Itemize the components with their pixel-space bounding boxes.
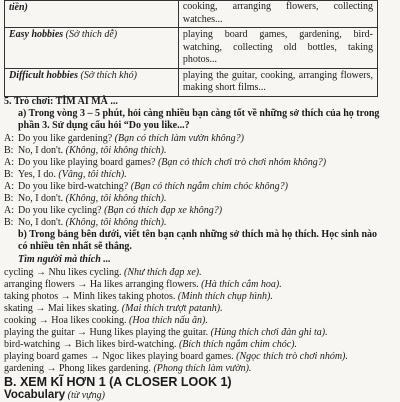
hobbies-table [4, 0, 378, 97]
list-item: cycling → Nhu likes cycling. (Như thích đạp xe). [4, 267, 202, 278]
table-cell-examples: cooking, arranging flowers, collecting watches... [178, 1, 377, 28]
list-item: playing the guitar → Hung likes playing the guitar. (Hùng thích chơi đàn ghi ta). [4, 327, 328, 338]
dialogue-line: A: Do you like gardening? (Bạn có thích làm vườn không?) [4, 133, 245, 144]
dialogue-line: A: Do you like cycling? (Bạn có thích đạp xe không?) [4, 205, 223, 216]
dialogue-line: B: No, I don't. (Không, tôi không thích). [4, 145, 167, 156]
list-item: skating → Mai likes skating. (Mai thích trượt patanh). [4, 303, 223, 314]
list-item: bird-watching → Bich likes bird-watching. (Bích thích ngắm chim chóc). [4, 339, 297, 350]
list-item: gardening → Phong likes gardening. (Phong thích làm vườn). [4, 363, 252, 374]
list-item: taking photos → Minh likes taking photos. (Minh thích chụp hình). [4, 291, 273, 302]
game-heading: 5. Trò chơi: TÌM AI MÀ ... [4, 96, 118, 107]
vocabulary-heading: Vocabulary (từ vựng) [4, 389, 105, 401]
table-cell-type: Easy hobbies (Sở thích dễ) [5, 28, 179, 69]
game-part-b: b) Trong bảng bên dưới, viết tên bạn cạnh những sở thích mà họ thích. Học sinh nào có nhiều tên nhất sẽ thắng. [18, 229, 377, 252]
dialogue-line: B: No, I don't. (Không, tôi không thích). [4, 217, 167, 228]
dialogue-line: A: Do you like bird-watching? (Bạn có thích ngắm chim chóc không?) [4, 181, 288, 192]
find-label: Tìm người mà thích ... [18, 254, 111, 265]
dialogue-line: B: No, I don't. (Không, tôi không thích). [4, 193, 167, 204]
dialogue-line: B: Yes, I do. (Vâng, tôi thích). [4, 169, 127, 180]
table-row [5, 28, 378, 69]
game-part-a: a) Trong vòng 3 – 5 phút, hỏi càng nhiều bạn càng tốt về những sở thích của họ trong phần 3. Sử dụng cấu hỏi “Do you like...? [18, 108, 380, 131]
table-cell-type: Difficult hobbies (Sở thích khó) [5, 68, 179, 96]
table-cell-examples: playing the guitar, cooking, arranging flowers, making short films... [178, 68, 377, 96]
table-row [5, 68, 378, 96]
table-row [5, 1, 378, 28]
table-cell-type: tiền) [5, 1, 179, 28]
list-item: playing board games → Ngoc likes playing board games. (Ngọc thích trò chơi nhóm). [4, 351, 348, 362]
list-item: cooking → Hoa likes cooking. (Hoa thích nấu ăn). [4, 315, 208, 326]
table-cell-examples: playing board games, gardening, bird-watching, collecting old bottles, taking photos... [178, 28, 377, 69]
dialogue-line: A: Do you like playing board games? (Bạn có thích chơi trò chơi nhóm không?) [4, 157, 327, 168]
list-item: arranging flowers → Ha likes arranging flowers. (Hà thích cắm hoa). [4, 279, 282, 290]
section-title: B. XEM KĨ HƠN 1 (A CLOSER LOOK 1) [4, 375, 232, 389]
